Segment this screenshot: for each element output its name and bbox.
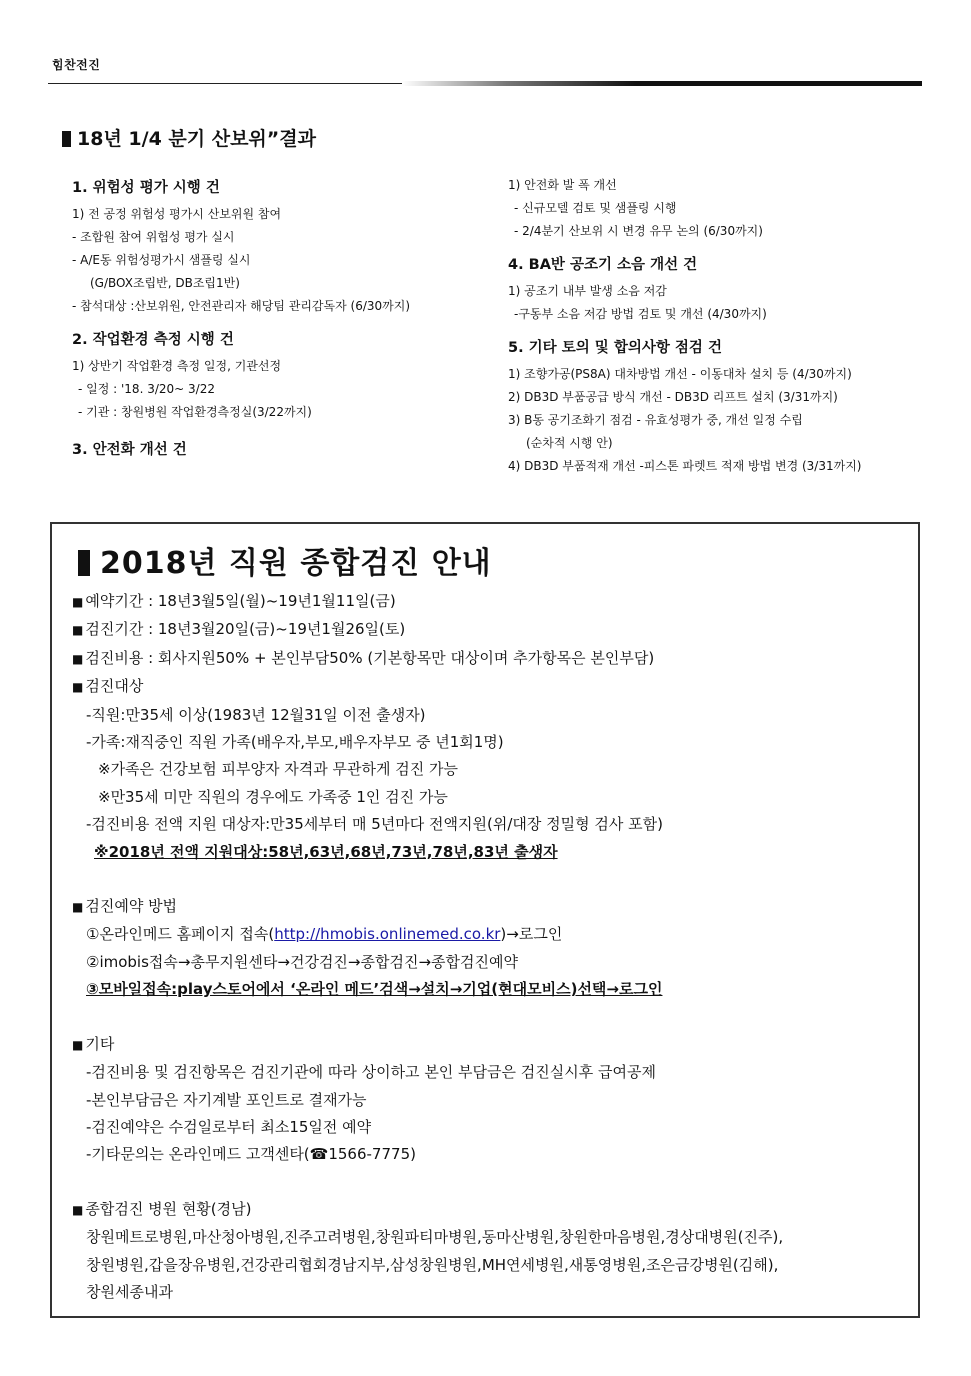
etc-line: -검진예약은 수검일로부터 최소15일전 예약 (86, 1117, 372, 1136)
target-note: ※가족은 건강보험 피부양자 자격과 무관하게 검진 가능 (98, 760, 458, 779)
item-heading: 1. 위험성 평가 시행 건 (72, 180, 220, 196)
item-heading: 5. 기타 토의 및 합의사항 점검 건 (508, 340, 722, 356)
item-line: - 신규모델 검토 및 샘플링 시행 (514, 201, 677, 215)
item-line: 1) 전 공정 위험성 평가시 산보위원 참여 (72, 207, 282, 221)
full-support-target-note: ※2018년 전액 지원대상:58년,63년,68년,73년,78년,83년 출생자 (94, 842, 558, 861)
target-label: ■ 검진대상 (72, 673, 908, 701)
etc-line: -기타문의는 온라인메드 고객센타(☎1566-7775) (86, 1145, 416, 1164)
header-divider (48, 80, 922, 88)
item-heading: 2. 작업환경 측정 시행 건 (72, 332, 234, 348)
exam-period: ■ 검진기간 : 18년3월20일(금)~19년1월26일(토) (72, 616, 908, 644)
hospital-line: 창원병원,갑을장유병원,건강관리협회경남지부,삼성창원병원,MH연세병원,새통영병원,조은금강병원(김해), (86, 1255, 779, 1274)
exam-cost: ■ 검진비용 : 회사지원50% + 본인부담50% (기본항목만 대상이며 추가항목은 본인부담) (72, 645, 908, 673)
reserve-period: ■ 예약기간 : 18년3월5일(월)~19년1월11일(금) (72, 588, 908, 616)
item-line: 1) 안전화 발 폭 개선 (508, 178, 617, 192)
item-line: 4) DB3D 부품적재 개선 -피스톤 파렛트 적재 방법 변경 (3/31까지) (508, 459, 862, 473)
item-line: (G/BOX조립반, DB조립1반) (90, 276, 240, 290)
method-step-3: ③모바일접속:play스토어에서 ‘온라인 메드’검색→설치→기업(현대모비스)선택→로그인 (86, 980, 663, 999)
item-line: (순차적 시행 안) (526, 436, 613, 450)
item-line: -구동부 소음 저감 방법 검토 및 개선 (4/30까지) (514, 307, 767, 321)
notice-body (72, 588, 908, 1306)
item-heading: 4. BA반 공조기 소음 개선 건 (508, 257, 698, 273)
left-column (72, 176, 492, 465)
item-line: 1) 조향가공(PS8A) 대차방법 개선 - 이동대차 설치 등 (4/30까지) (508, 367, 852, 381)
method-label: ■ 검진예약 방법 (72, 893, 908, 921)
item-line: 2) DB3D 부품공급 방식 개선 - DB3D 리프트 설치 (3/31까지) (508, 390, 838, 404)
method-step-1: ①온라인메드 홈페이지 접속(http://hmobis.onlinemed.co.kr)→로그인 (86, 925, 563, 944)
item-line: 1) 상반기 작업환경 측정 일정, 기관선정 (72, 359, 282, 373)
etc-label: ■ 기타 (72, 1031, 908, 1059)
item-line: 3) B동 공기조화기 점검 - 유효성평가 중, 개선 일정 수립 (508, 413, 803, 427)
item-line: 1) 공조기 내부 발생 소음 저감 (508, 284, 667, 298)
hospital-line: 창원메트로병원,마산청아병원,진주고려병원,창원파티마병원,동마산병원,창원한마음병원,경상대병원(진주), (86, 1228, 784, 1247)
item-heading: 3. 안전화 개선 건 (72, 442, 187, 458)
etc-line: -검진비용 및 검진항목은 검진기관에 따라 상이하고 본인 부담금은 검진실시후 급여공제 (86, 1063, 656, 1082)
etc-line: -본인부담금은 자기계발 포인트로 결재가능 (86, 1090, 367, 1109)
item-line: - 참석대상 :산보위원, 안전관리자 해당팀 관리감독자 (6/30까지) (72, 299, 411, 313)
hospital-label: ■ 종합검진 병원 현황(경남) (72, 1196, 908, 1224)
onlinemed-link[interactable]: http://hmobis.onlinemed.co.kr (274, 925, 501, 944)
target-line: -가족:재직중인 직원 가족(배우자,부모,배우자부모 중 년1회1명) (86, 733, 504, 752)
item-line: - 조합원 참여 위험성 평가 실시 (72, 230, 235, 244)
item-line: - 기관 : 창원병원 작업환경측정실(3/22까지) (78, 405, 312, 419)
notice-title: 2018년 직원 종합검진 안내 (78, 538, 492, 582)
target-line: -직원:만35세 이상(1983년 12월31일 이전 출생자) (86, 705, 426, 724)
right-column (508, 174, 928, 478)
item-line: - 2/4분기 산보위 시 변경 유무 논의 (6/30까지) (514, 224, 763, 238)
method-step-2: ②imobis접속→총무지원센타→건강검진→종합검진→종합검진예약 (86, 952, 518, 971)
newsletter-header-title: 힘찬전진 (52, 58, 101, 72)
square-bullet-icon (62, 131, 71, 147)
section-title-safety-committee: 18년 1/4 분기 산보위”결과 (62, 124, 316, 151)
square-bullet-icon (78, 550, 90, 576)
item-line: - 일정 : '18. 3/20~ 3/22 (78, 382, 215, 396)
target-line: -검진비용 전액 지원 대상자:만35세부터 매 5년마다 전액지원(위/대장 정밀형 검사 포함) (86, 815, 663, 834)
health-checkup-notice-box (50, 522, 920, 1318)
item-line: - A/E동 위험성평가시 샘플링 실시 (72, 253, 251, 267)
hospital-line: 창원세종내과 (86, 1282, 173, 1301)
target-note: ※만35세 미만 직원의 경우에도 가족중 1인 검진 가능 (98, 787, 448, 806)
